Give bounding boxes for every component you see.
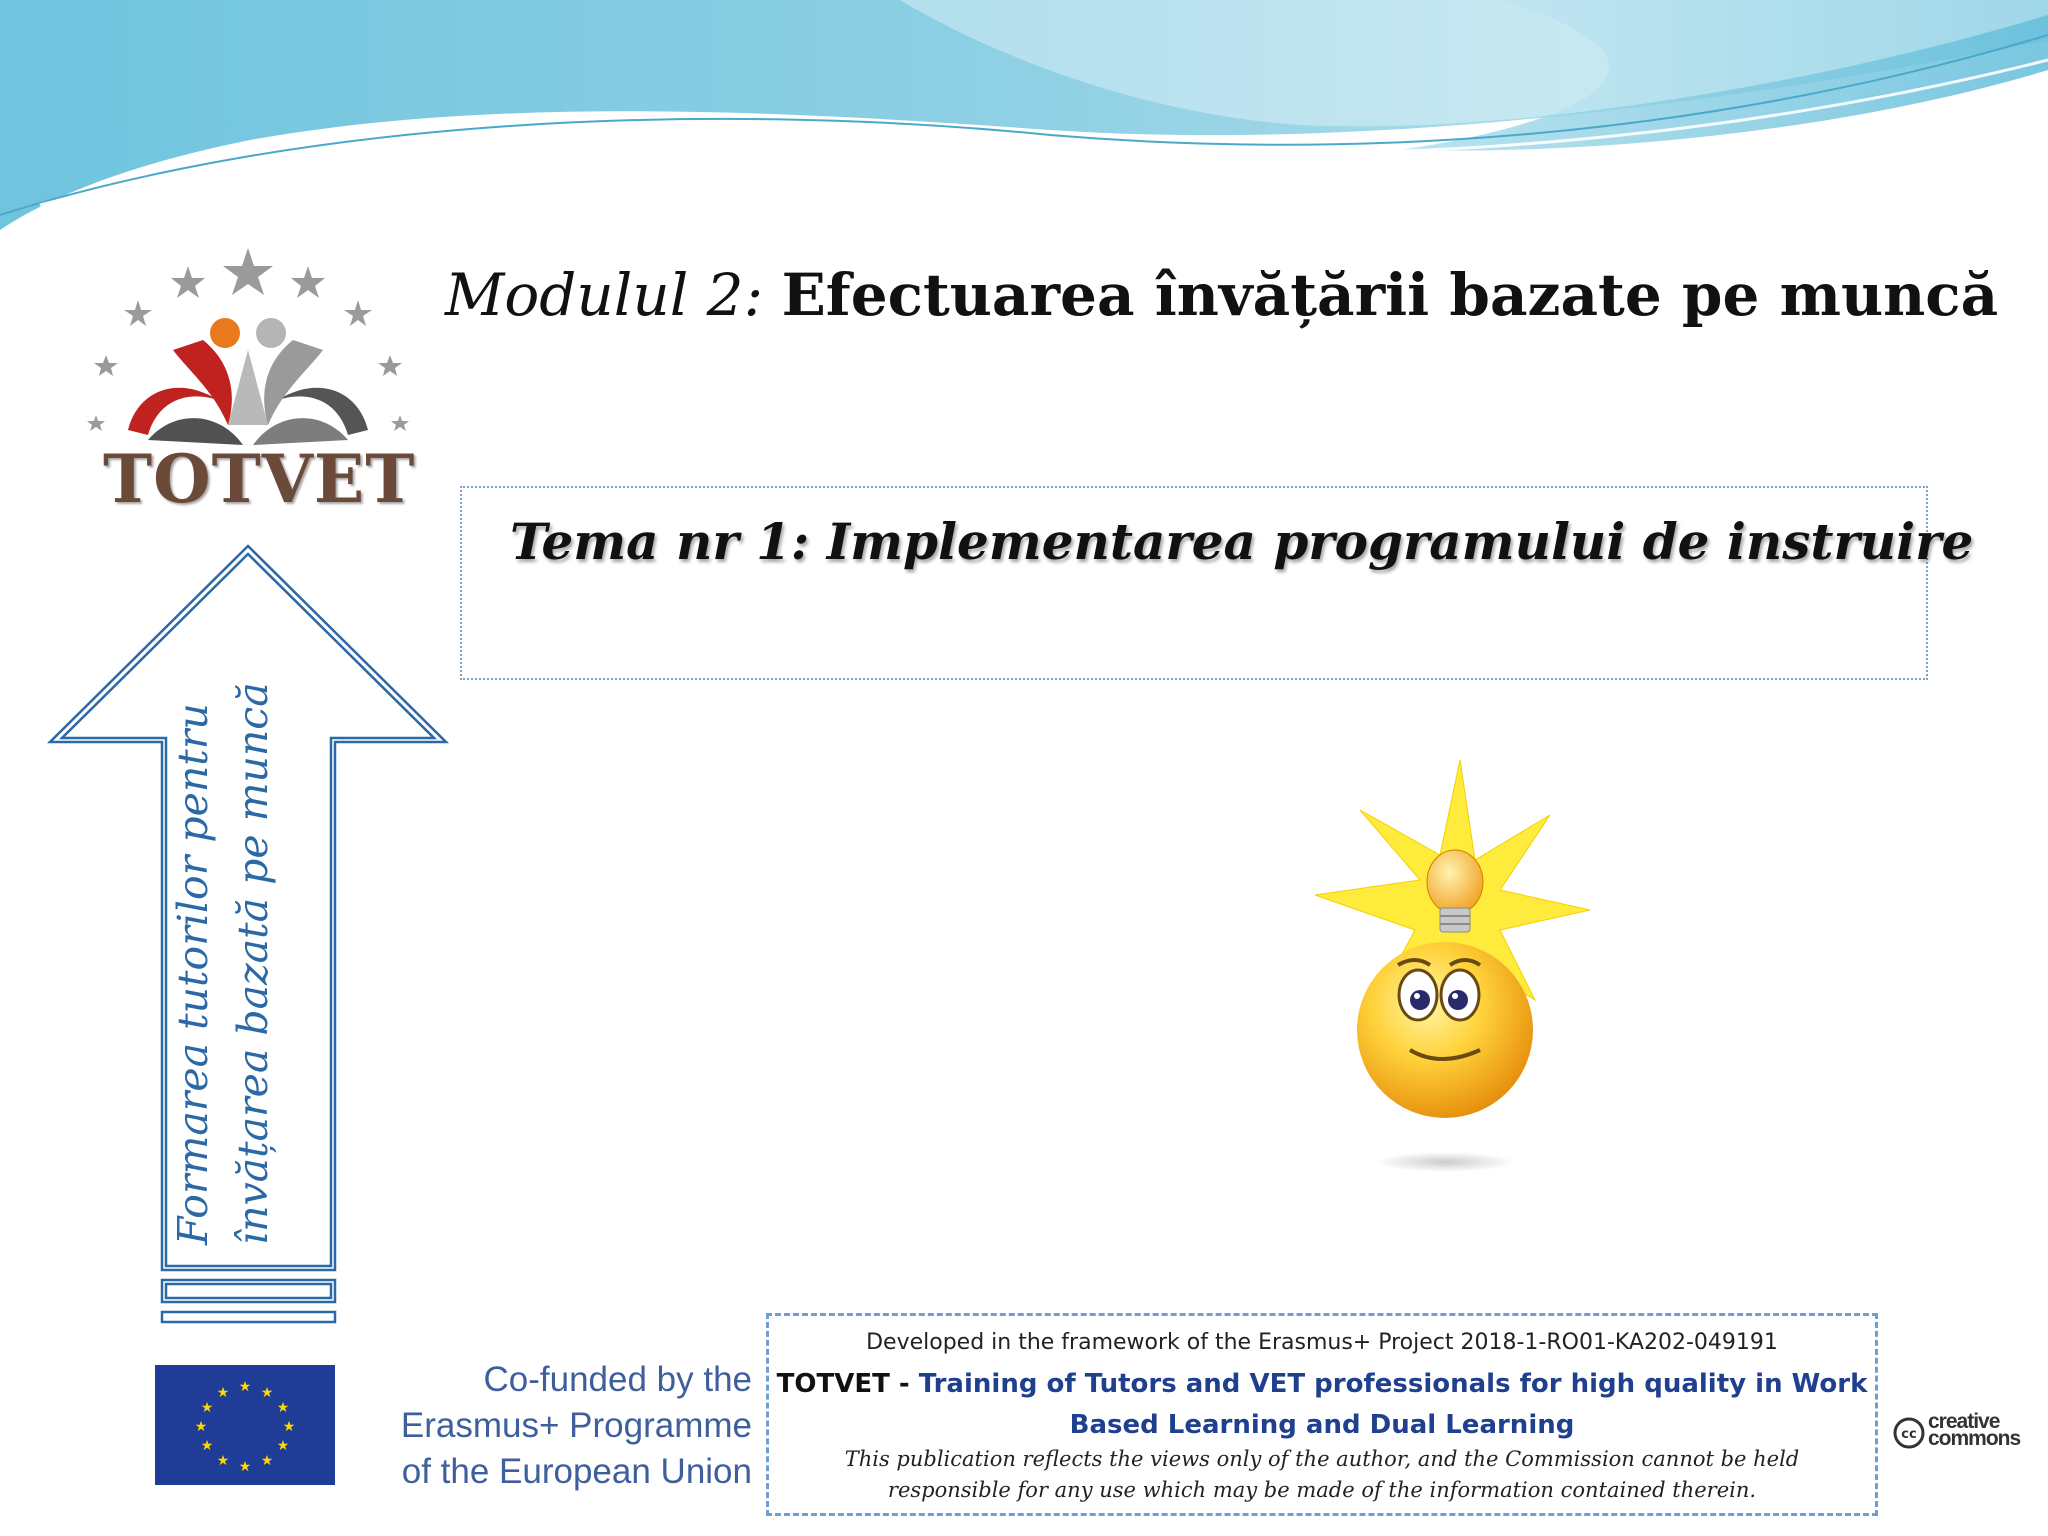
title-prefix: Modulul 2:: [445, 261, 764, 329]
eu-line3: of the European Union: [401, 1452, 752, 1491]
footer-project-line2: Based Learning and Dual Learning: [1069, 1410, 1575, 1440]
cc-icon: [1892, 1416, 1926, 1450]
eu-line1: Co-funded by the: [483, 1360, 752, 1399]
eu-line2: Erasmus+ Programme: [400, 1406, 752, 1445]
svg-text:★: ★: [282, 1419, 296, 1435]
slide-title: [445, 255, 2005, 335]
idea-smiley-illustration: [1300, 750, 1600, 1180]
footer-disclaimer-line2: responsible for any use which may be made of the information contained therein.: [887, 1478, 1757, 1502]
top-wave-decoration: [0, 0, 2048, 240]
arrow-vertical-text: [163, 645, 283, 1245]
footer-developed-text: Developed in the framework of the Erasmus+ Project 2018-1-RO01-KA202-049191: [866, 1330, 1778, 1355]
svg-text:★: ★: [216, 1385, 230, 1401]
arrow-text-line1: Formarea tutorilor pentru: [169, 703, 217, 1245]
footer-disclaimer: [769, 1444, 1875, 1506]
title-main: Efectuarea învățării bazate pe muncă: [781, 261, 1999, 329]
arrow-text-line2: învățarea bazată pe muncă: [229, 682, 277, 1245]
svg-text:★: ★: [200, 1438, 214, 1454]
footer-project-line1: Training of Tutors and VET professionals for high quality in Work: [918, 1369, 1868, 1399]
totvet-logo: [78, 240, 418, 530]
cc-line1: creative: [1928, 1410, 2000, 1433]
totvet-logo-graphic: [78, 240, 418, 470]
svg-text:★: ★: [238, 1379, 252, 1395]
topic-box: [460, 486, 1974, 680]
svg-text:★: ★: [276, 1438, 290, 1454]
cc-text: [1928, 1410, 2021, 1450]
footer-info-box: [766, 1313, 1878, 1516]
cc-line2: commons: [1928, 1427, 2021, 1450]
creative-commons-logo: [1892, 1410, 2032, 1460]
svg-text:★: ★: [260, 1385, 274, 1401]
svg-text:★: ★: [238, 1459, 252, 1475]
eu-flag: [155, 1365, 335, 1485]
svg-text:★: ★: [194, 1419, 208, 1435]
topic-text: Tema nr 1: Implementarea programului de instruire: [510, 512, 1974, 571]
footer-project-title: [769, 1364, 1875, 1446]
svg-text:★: ★: [200, 1400, 214, 1416]
eu-cofunded-text: [362, 1357, 752, 1495]
svg-text:★: ★: [260, 1453, 274, 1469]
svg-text:cc: cc: [1901, 1427, 1917, 1442]
footer-disclaimer-line1: This publication reflects the views only of the author, and the Commission cannot be held: [844, 1447, 1800, 1471]
totvet-logo-text: TOTVET: [103, 440, 416, 518]
svg-text:★: ★: [216, 1453, 230, 1469]
footer-project-name: TOTVET -: [776, 1369, 910, 1399]
svg-text:★: ★: [276, 1400, 290, 1416]
